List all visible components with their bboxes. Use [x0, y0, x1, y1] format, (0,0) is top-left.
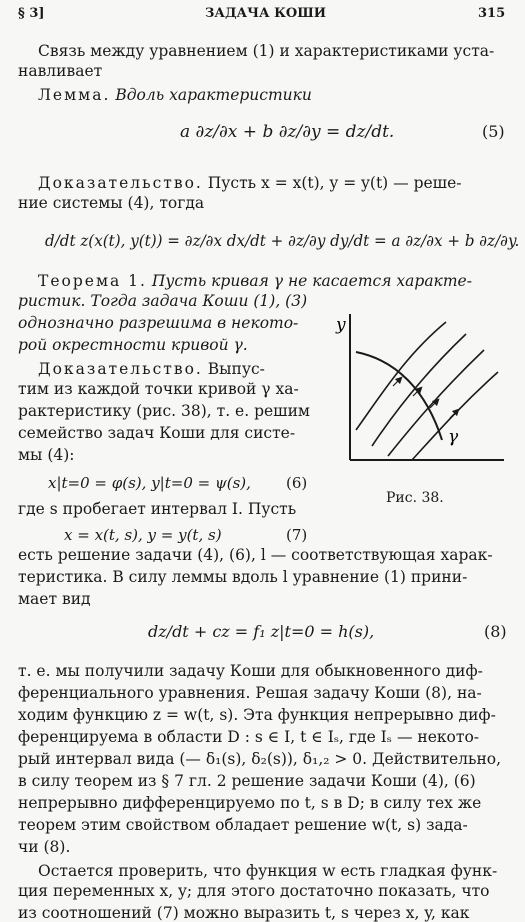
equation-8-number: (8)	[484, 622, 507, 641]
equation-6: x|t=0 = φ(s), y|t=0 = ψ(s),	[48, 474, 251, 492]
text-line: чи (8).	[18, 838, 71, 856]
equation-chain: d/dt z(x(t), y(t)) = ∂z/∂x dx/dt + ∂z/∂y dy/dt = a ∂z/∂x + b ∂z/∂y.	[45, 232, 520, 250]
theorem-line: ристик. Тогда задача Коши (1), (3)	[18, 292, 308, 310]
text-line: Связь между уравнением (1) и характеристиками уста-	[38, 42, 495, 60]
figure-caption: Рис. 38.	[386, 490, 444, 506]
equation-5-number: (5)	[482, 122, 505, 141]
proof-text: Пусть x = x(t), y = y(t) — реше-	[207, 174, 462, 192]
equation-8: dz/dt + cz = f₁ z|t=0 = h(s),	[148, 622, 375, 641]
text-line: из соотношений (7) можно выразить t, s через x, y, как	[18, 904, 470, 922]
proof-word: Доказательство.	[38, 174, 203, 192]
text-line: где s пробегает интервал I. Пусть	[18, 500, 297, 518]
text-line: ние системы (4), тогда	[18, 194, 205, 212]
text-line: ференцируема в области D : s ∈ I, t ∈ Iₛ, где Iₛ — некото-	[18, 728, 480, 746]
proof2-text: Выпус-	[207, 360, 265, 378]
running-title: ЗАДАЧА КОШИ	[205, 6, 327, 21]
proof2-line	[38, 358, 265, 380]
text-line: Остается проверить, что функция w есть гладкая функ-	[38, 862, 498, 880]
theorem-text: Пусть кривая γ не касается характе-	[151, 272, 472, 290]
text-line: рактеристику (рис. 38), т. е. решим	[18, 402, 310, 420]
text-line: есть решение задачи (4), (6), l — соответствующая харак-	[18, 546, 493, 564]
page-number: 315	[478, 6, 506, 21]
lemma-text: Вдоль характеристики	[115, 86, 312, 104]
figure-38	[326, 300, 516, 510]
text-line: ференциального уравнения. Решая задачу Коши (8), на-	[18, 684, 482, 702]
curve-gamma	[356, 352, 442, 440]
theorem-line	[38, 270, 472, 292]
theorem-line: однозначно разрешима в некото-	[18, 314, 299, 332]
equation-6-number: (6)	[286, 474, 308, 492]
text-line: ходим функцию z = w(t, s). Эта функция непрерывно диф-	[18, 706, 496, 724]
text-line: непрерывно дифференцируемо по t, s в D; в силу тех же	[18, 794, 482, 812]
text-line: навливает	[18, 62, 103, 80]
text-line: т. е. мы получили задачу Коши для обыкновенного диф-	[18, 662, 483, 680]
proof2-word: Доказательство.	[38, 360, 203, 378]
text-line: в силу теорем из § 7 гл. 2 решение задачи Коши (4), (6)	[18, 772, 476, 790]
text-line: тим из каждой точки кривой γ ха-	[18, 380, 299, 398]
text-line: семейство задач Коши для систе-	[18, 424, 296, 442]
lemma-heading	[38, 84, 312, 106]
equation-5: a ∂z/∂x + b ∂z/∂y = dz/dt.	[180, 122, 395, 142]
text-line: теристика. В силу леммы вдоль l уравнение (1) прини-	[18, 568, 468, 586]
theorem-line: рой окрестности кривой γ.	[18, 336, 248, 354]
lemma-word: Лемма.	[38, 86, 111, 104]
text-line: мы (4):	[18, 446, 75, 464]
arrow-icon	[450, 411, 457, 418]
y-axis-label: y	[336, 315, 346, 335]
gamma-label: γ	[448, 427, 459, 447]
equation-7: x = x(t, s), y = y(t, s)	[64, 526, 222, 544]
text-line: рый интервал вида (— δ₁(s), δ₂(s)), δ₁,₂ > 0. Действительно,	[18, 750, 502, 768]
arrow-icon	[393, 379, 400, 386]
text-line: мает вид	[18, 590, 91, 608]
equation-7-number: (7)	[286, 526, 308, 544]
theorem-word: Теорема 1.	[38, 272, 147, 290]
text-line: теорем этим свойством обладает решение w(t, s) зада-	[18, 816, 468, 834]
proof-line	[38, 172, 462, 194]
section-marker: § 3]	[18, 6, 45, 21]
text-line: ция переменных x, y; для этого достаточно показать, что	[18, 882, 490, 900]
